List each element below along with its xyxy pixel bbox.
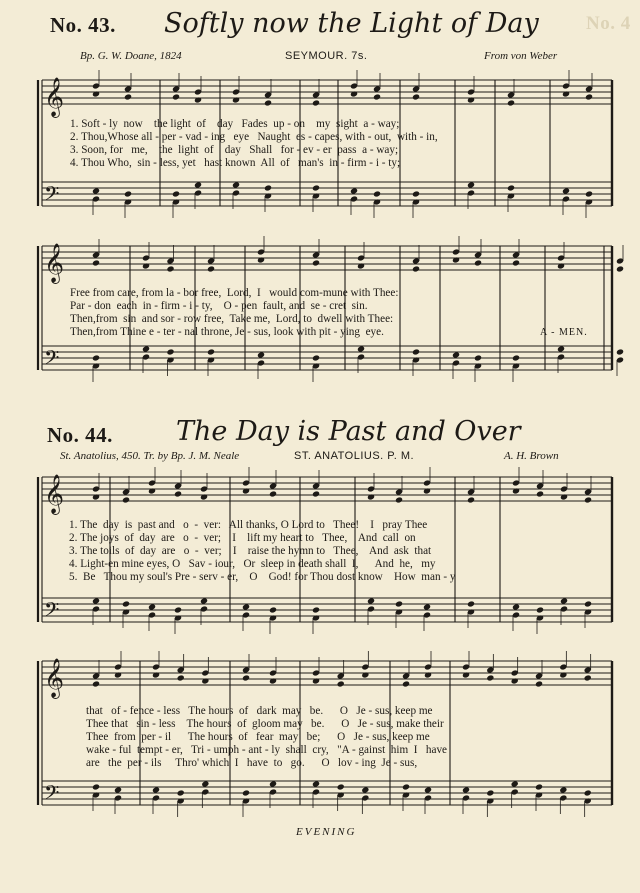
bass-notehead [269, 606, 277, 613]
bass-notehead [412, 190, 420, 197]
treble-notehead [584, 496, 592, 503]
bass-notehead [122, 600, 130, 607]
treble-clef-icon: 𝄞 [44, 658, 65, 698]
treble-notehead [166, 265, 174, 272]
treble-notehead [269, 490, 277, 497]
bass-clef-icon: 𝄢 [44, 346, 60, 374]
gutter-bleed-text: No. 4 [586, 13, 631, 34]
bass-notehead [177, 789, 185, 796]
hymn-44-author: St. Anatolius, 450. Tr. by Bp. J. M. Neale [60, 450, 240, 462]
treble-notehead [467, 496, 475, 503]
hymn-44-title: The Day is Past and Over [176, 416, 521, 447]
hymn-44-verse-4-line-1: 4. Light-en mine eyes, O Sav - iour, Or sleep in death shall I, And he, my [69, 558, 436, 570]
bass-clef-icon: 𝄢 [44, 182, 60, 210]
hymn-44-verse-2-line-1: 2. The joys of day are o - ver; I lift my heart to Thee, And call on [69, 532, 416, 544]
treble-notehead [350, 90, 358, 97]
bass-notehead [559, 786, 567, 793]
treble-notehead [207, 265, 215, 272]
bass-notehead [201, 780, 209, 787]
treble-notehead [92, 90, 100, 97]
treble-notehead [152, 671, 160, 678]
treble-notehead [312, 259, 320, 266]
bass-notehead [312, 780, 320, 787]
treble-notehead [194, 96, 202, 103]
bass-notehead [207, 348, 215, 355]
treble-notehead [257, 256, 265, 263]
hymn-44-verse-3-line-1: 3. The toils of day are o - ver; I raise the hymn to Thee, And ask that [69, 545, 432, 557]
hymn-43-verse-2-line-1: 2. Thou,Whose all - per - vad - ing eye Naught es - capes, with - out, with - in, [70, 131, 438, 143]
bass-notehead [584, 789, 592, 796]
treble-notehead [269, 677, 277, 684]
bass-notehead [560, 597, 568, 604]
treble-notehead [114, 671, 122, 678]
treble-notehead [616, 265, 624, 272]
treble-notehead [562, 90, 570, 97]
hymn-44-tune: ST. ANATOLIUS. P. M. [294, 450, 415, 462]
bass-notehead [148, 603, 156, 610]
treble-notehead [462, 671, 470, 678]
amen-label: A - MEN. [540, 327, 588, 338]
bass-notehead [172, 190, 180, 197]
bass-notehead [486, 789, 494, 796]
bass-notehead [166, 348, 174, 355]
treble-notehead [172, 93, 180, 100]
treble-notehead [512, 259, 520, 266]
treble-notehead [559, 671, 567, 678]
treble-notehead [361, 671, 369, 678]
treble-notehead [174, 490, 182, 497]
treble-notehead [412, 265, 420, 272]
treble-clef-icon: 𝄞 [44, 77, 65, 117]
treble-notehead [122, 496, 130, 503]
treble-notehead [312, 490, 320, 497]
treble-notehead [507, 99, 515, 106]
hymn-43-tune: SEYMOUR. 7s. [285, 50, 368, 62]
hymn-44-verse-4-line-2: wake - ful tempt - er, Tri - umph - ant - ly shall cry, "A - gainst him I have [86, 744, 448, 756]
hymn-44-verse-5-line-2: are the per - ils Thro' which I have to go. O lov - ing Je - sus, [86, 757, 418, 769]
treble-notehead [373, 93, 381, 100]
treble-notehead [424, 671, 432, 678]
treble-notehead [536, 490, 544, 497]
treble-notehead [337, 680, 345, 687]
treble-clef-icon: 𝄞 [44, 243, 65, 283]
treble-notehead [312, 99, 320, 106]
hymn-44-verse-2-line-2: Thee that sin - less The hours of gloom may be. O Je - sus, make their [86, 718, 444, 730]
hymn-43-author: Bp. G. W. Doane, 1824 [80, 50, 182, 62]
bass-notehead [361, 786, 369, 793]
treble-notehead [452, 256, 460, 263]
hymn-43-title: Softly now the Light of Day [164, 8, 539, 39]
bass-notehead [402, 783, 410, 790]
treble-notehead [474, 259, 482, 266]
bass-notehead [467, 181, 475, 188]
hymn-43-verse-4-line-2: Then,from Thine e - ter - nal throne, Je - sus, look with pit - ying eye. [70, 326, 384, 338]
hymn-44-composer: A. H. Brown [504, 450, 559, 462]
treble-notehead [585, 93, 593, 100]
bass-notehead [462, 786, 470, 793]
treble-notehead [232, 96, 240, 103]
hymn-43-number: No. 43. [50, 13, 116, 37]
hymn-44-verse-1-line-2: that of - fence - less The hours of dark may be. O Je - sus, keep me [86, 705, 433, 717]
treble-notehead [177, 674, 185, 681]
bass-notehead [512, 354, 520, 361]
hymn-43-source: From von Weber [484, 50, 558, 62]
treble-notehead [264, 99, 272, 106]
hymn-43-verse-3-line-2: Then,from sin and sor - row free, Take me, Lord, to dwell with Thee: [70, 313, 394, 325]
treble-notehead [557, 262, 565, 269]
treble-notehead [512, 487, 520, 494]
bass-notehead [337, 783, 345, 790]
bass-notehead [512, 603, 520, 610]
hymn-43-verse-1-line-2: Free from care, from la - bor free, Lord, I would com-mune with Thee: [70, 287, 399, 299]
treble-notehead [201, 677, 209, 684]
treble-notehead [560, 493, 568, 500]
hymn-43-verse-4-line-1: 4. Thou Who, sin - less, yet hast known All of man's in - firm - i - ty; [70, 157, 401, 169]
bass-notehead [92, 597, 100, 604]
bass-notehead [194, 181, 202, 188]
bass-notehead [585, 190, 593, 197]
bass-notehead [200, 597, 208, 604]
treble-notehead [200, 493, 208, 500]
bass-notehead [312, 184, 320, 191]
bass-notehead [257, 351, 265, 358]
bass-notehead [616, 348, 624, 355]
treble-notehead [242, 487, 250, 494]
hymn-43-verse-3-line-1: 3. Soon, for me, the light of day Shall for - ev - er pass a - way; [70, 144, 399, 156]
hymn-44-verse-3-line-2: Thee from per - il The hours of fear may be; O Je - sus, keep me [86, 731, 430, 743]
treble-notehead [367, 493, 375, 500]
treble-notehead [92, 259, 100, 266]
bass-notehead [557, 345, 565, 352]
treble-notehead [584, 674, 592, 681]
bass-notehead [367, 597, 375, 604]
treble-notehead [357, 262, 365, 269]
bass-notehead [264, 184, 272, 191]
treble-notehead [312, 677, 320, 684]
bass-notehead [357, 345, 365, 352]
hymn-43-verse-1-line-1: 1. Soft - ly now the light of day Fades up - on my sight a - way; [70, 118, 400, 130]
bass-notehead [174, 606, 182, 613]
treble-notehead [467, 96, 475, 103]
hymn-44-verse-1-line-1: 1. The day is past and o - ver: All thanks, O Lord to Thee! I pray Thee [69, 519, 428, 531]
page-footer: EVENING [296, 826, 357, 838]
bass-notehead [142, 345, 150, 352]
treble-notehead [395, 496, 403, 503]
bass-notehead [474, 354, 482, 361]
bass-notehead [584, 600, 592, 607]
bass-notehead [242, 789, 250, 796]
bass-notehead [535, 783, 543, 790]
bass-notehead [452, 351, 460, 358]
bass-notehead [312, 606, 320, 613]
bass-notehead [92, 783, 100, 790]
bass-notehead [124, 190, 132, 197]
treble-notehead [535, 680, 543, 687]
bass-clef-icon: 𝄢 [44, 598, 60, 626]
bass-clef-icon: 𝄢 [44, 781, 60, 809]
bass-notehead [412, 348, 420, 355]
bass-notehead [395, 600, 403, 607]
bass-notehead [92, 354, 100, 361]
bass-notehead [152, 786, 160, 793]
bass-notehead [232, 181, 240, 188]
bass-notehead [312, 354, 320, 361]
treble-notehead [242, 674, 250, 681]
treble-notehead [511, 677, 519, 684]
bass-notehead [269, 780, 277, 787]
treble-clef-icon: 𝄞 [44, 474, 65, 514]
bass-notehead [373, 190, 381, 197]
treble-notehead [412, 93, 420, 100]
hymn-43-verse-2-line-2: Par - don each in - firm - i - ty, O - pen fault, and se - cret sin. [70, 300, 368, 312]
bass-notehead [423, 603, 431, 610]
treble-notehead [92, 680, 100, 687]
treble-notehead [124, 93, 132, 100]
bass-notehead [511, 780, 519, 787]
bass-notehead [92, 187, 100, 194]
treble-notehead [486, 674, 494, 681]
treble-notehead [92, 493, 100, 500]
bass-notehead [350, 187, 358, 194]
bass-notehead [562, 187, 570, 194]
treble-notehead [148, 487, 156, 494]
bass-notehead [114, 786, 122, 793]
bass-notehead [467, 600, 475, 607]
bass-notehead [424, 786, 432, 793]
treble-notehead [402, 680, 410, 687]
hymn-44-verse-5-line-1: 5. Be Thou my soul's Pre - serv - er, O God! for Thou dost know How man - y [69, 571, 456, 583]
bass-notehead [536, 606, 544, 613]
bass-notehead [242, 603, 250, 610]
bass-notehead [507, 184, 515, 191]
treble-notehead [142, 262, 150, 269]
treble-notehead [423, 487, 431, 494]
hymn-44-number: No. 44. [47, 423, 113, 447]
